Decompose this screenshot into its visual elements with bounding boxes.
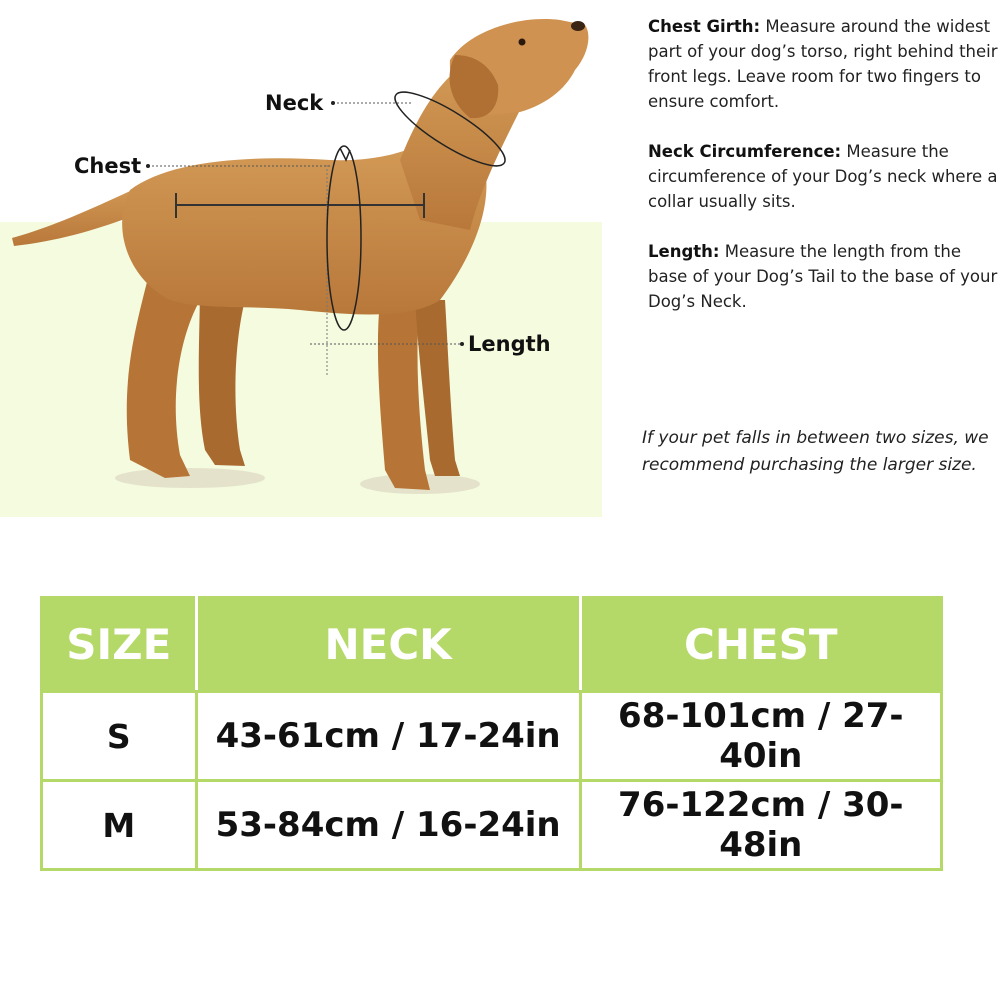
neck-circumference-instruction [648, 139, 998, 214]
neck-label: Neck [265, 91, 324, 115]
measurement-instructions [648, 14, 998, 339]
length-instruction [648, 239, 998, 314]
neck-cell: 53-84cm / 16-24in [196, 781, 580, 870]
length-text: Measure the length from the base of your Dog’s Tail to the base of your Dog’s Neck. [648, 242, 998, 311]
measurement-illustration [0, 0, 640, 530]
chest-girth-instruction [648, 14, 998, 114]
size-chart-table [40, 596, 943, 871]
table-row [42, 781, 942, 870]
chest-girth-text: Measure around the widest part of your dog’s torso, right behind their front legs. Leave room for two fingers to ensure comfort. [648, 17, 998, 111]
length-label: Length [468, 332, 551, 356]
length-title: Length: [648, 242, 720, 261]
table-header-row [42, 598, 942, 692]
chest-header: CHEST [580, 598, 941, 692]
chest-cell: 76-122cm / 30-48in [580, 781, 941, 870]
size-cell: S [42, 692, 197, 781]
sizing-note: If your pet falls in between two sizes, we recommend purchasing the larger size. [642, 428, 989, 475]
neck-circumference-title: Neck Circumference: [648, 142, 842, 161]
size-cell: M [42, 781, 197, 870]
neck-header: NECK [196, 598, 580, 692]
size-header: SIZE [42, 598, 197, 692]
chest-label: Chest [74, 154, 142, 178]
table-row [42, 692, 942, 781]
chest-cell: 68-101cm / 27-40in [580, 692, 941, 781]
neck-cell: 43-61cm / 17-24in [196, 692, 580, 781]
neck-circumference-text: Measure the circumference of your Dog’s neck where a collar usually sits. [648, 142, 998, 211]
dog-illustration [0, 0, 640, 530]
chest-girth-title: Chest Girth: [648, 17, 761, 36]
